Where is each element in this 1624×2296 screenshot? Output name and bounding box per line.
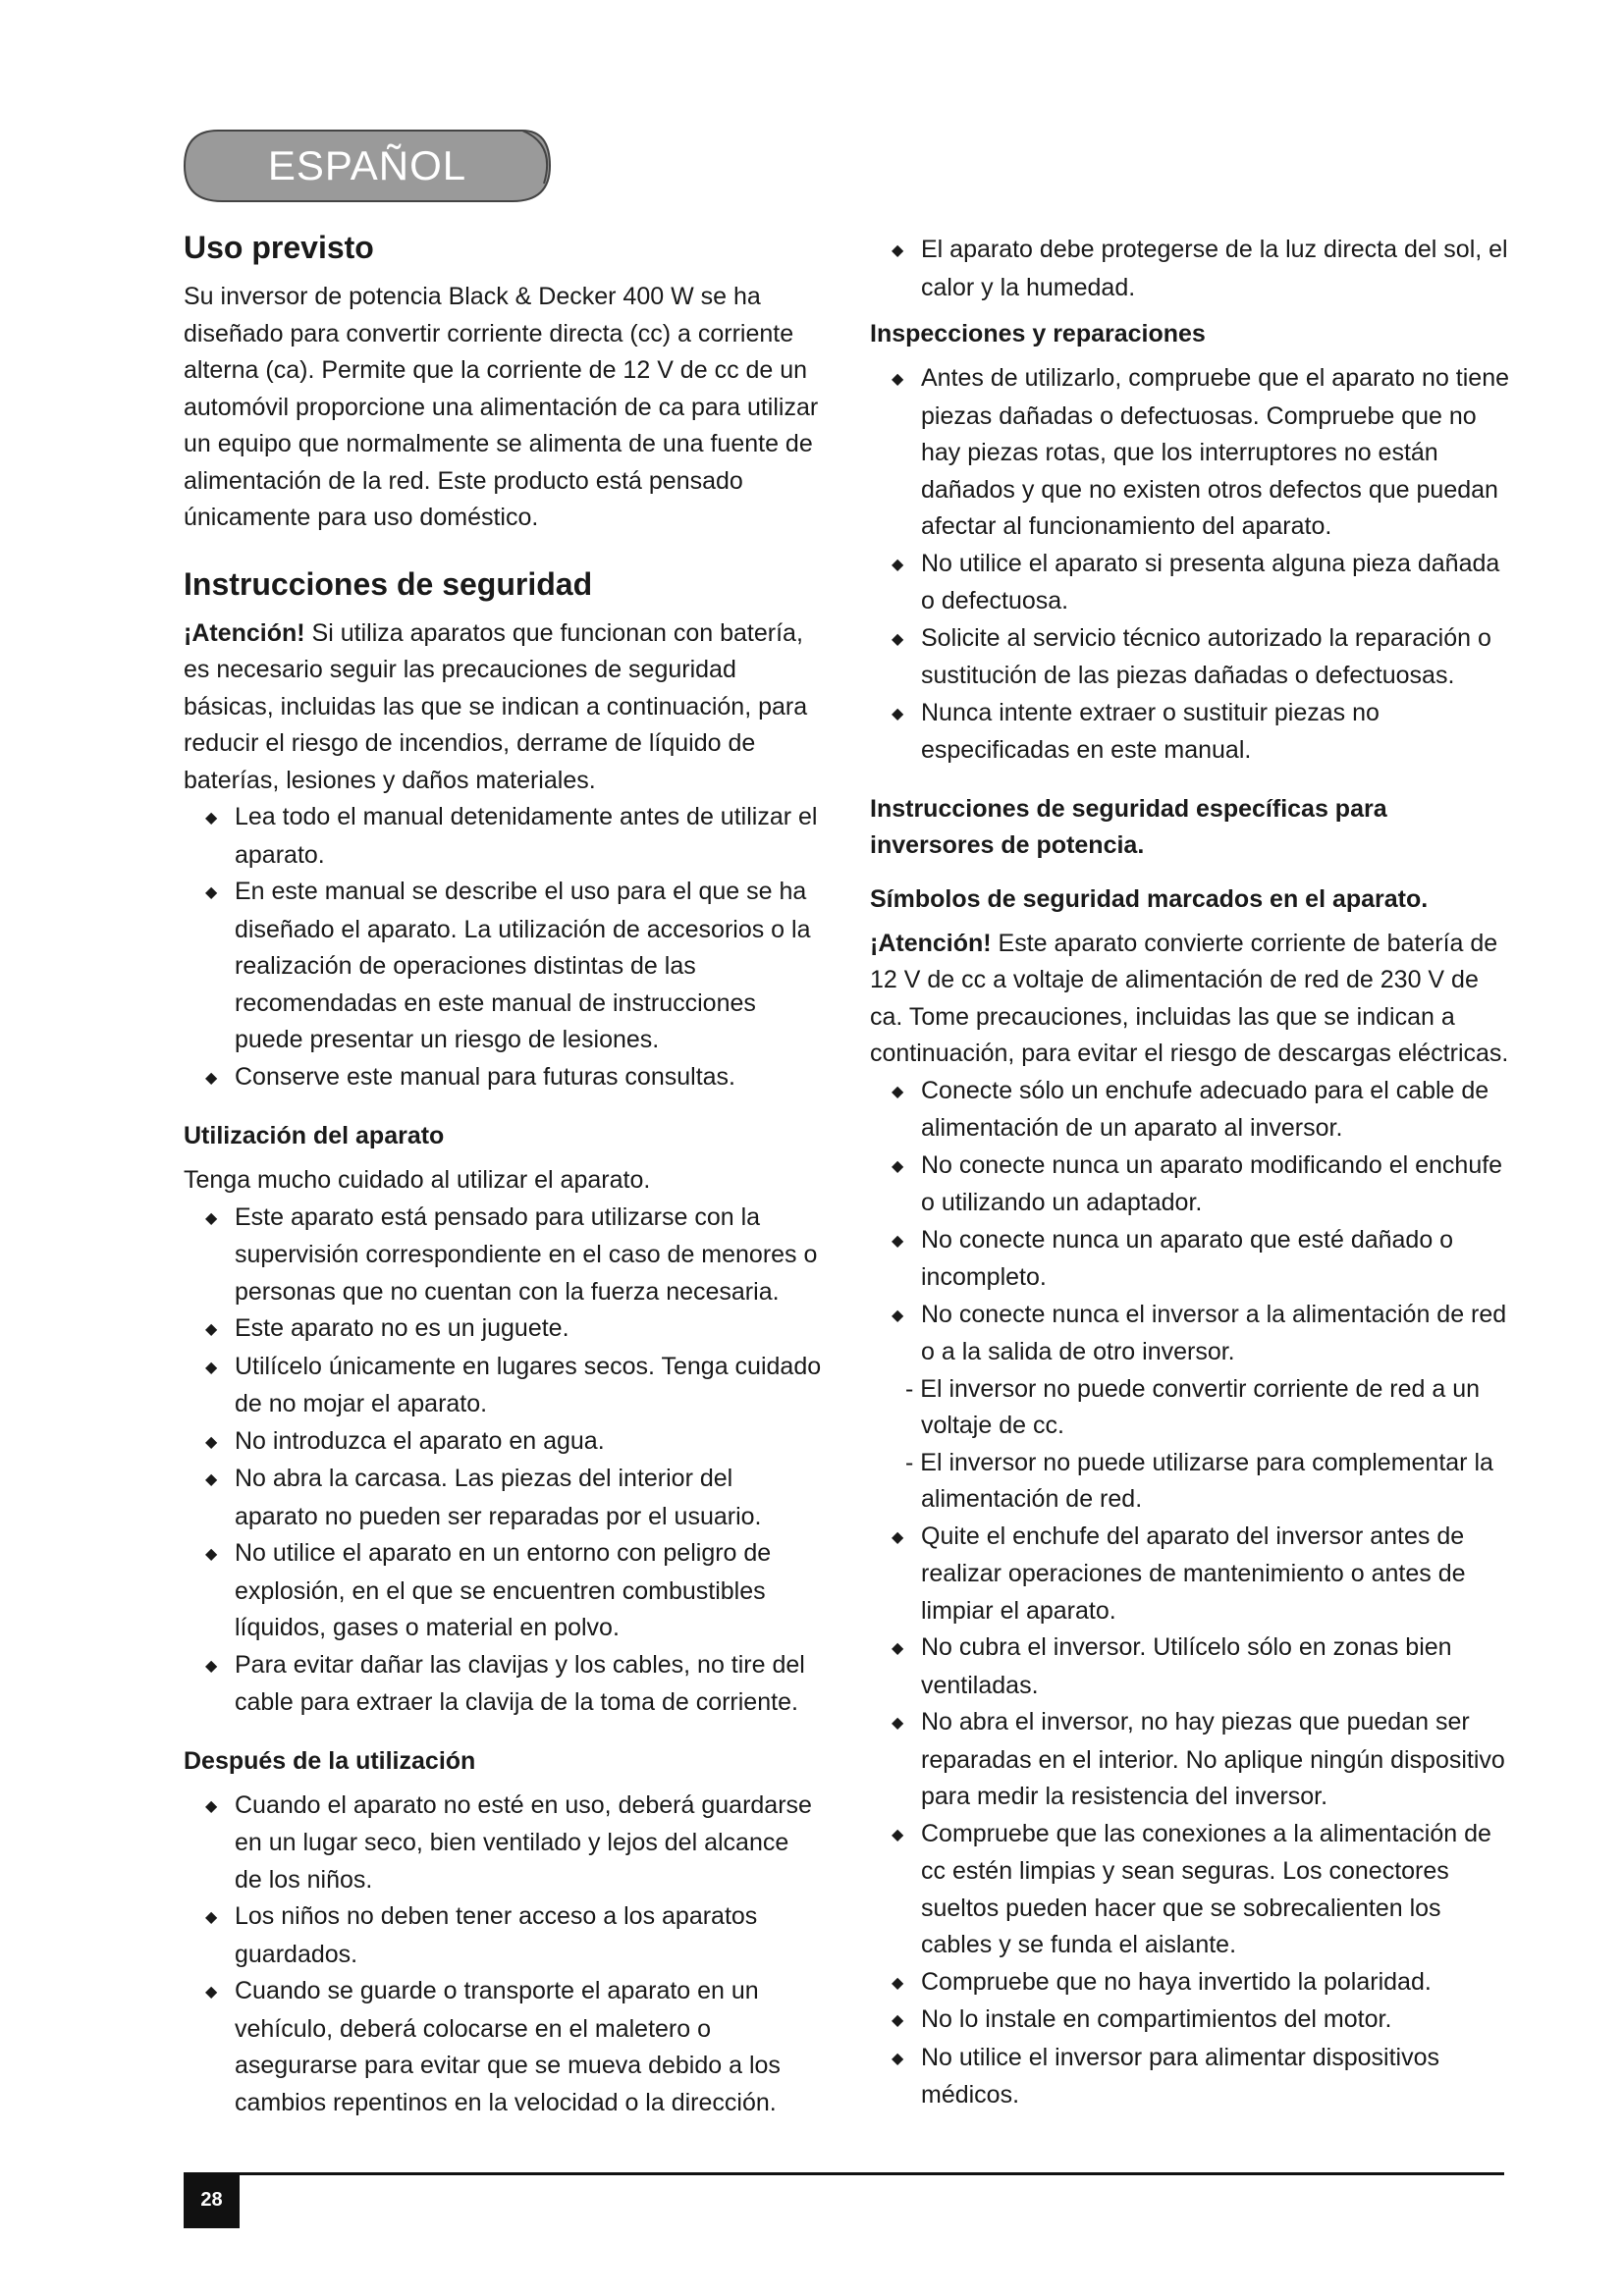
list-item: ◆ No lo instale en compartimientos del motor. xyxy=(870,2002,1513,2040)
list-item: ◆ No utilice el aparato en un entorno con peligro de explosión, en el que se encuentren combustibles líquidos, gases o material en polvo. xyxy=(184,1535,822,1647)
diamond-bullet-icon: ◆ xyxy=(892,1232,904,1250)
top-list xyxy=(870,232,1513,306)
diamond-bullet-icon: ◆ xyxy=(892,1826,904,1843)
diamond-bullet-icon: ◆ xyxy=(205,1984,218,2001)
footer-rule xyxy=(184,2172,1504,2175)
list-item: ◆ No conecte nunca un aparato modificando el enchufe o utilizando un adaptador. xyxy=(870,1148,1513,1222)
list-item: ◆ Quite el enchufe del aparato del inversor antes de realizar operaciones de mantenimiento o antes de limpiar el aparato. xyxy=(870,1519,1513,1630)
list-item: ◆ Cuando se guarde o transporte el aparato en un vehículo, deberá colocarse en el maletero o asegurarse para evitar que se mueva debido a los cambios repentinos en la velocidad o la dirección. xyxy=(184,1973,822,2121)
atencion-label: ¡Atención! xyxy=(870,929,992,957)
diamond-bullet-icon: ◆ xyxy=(892,371,904,388)
page-number: 28 xyxy=(184,2172,240,2228)
seguridad-list xyxy=(184,799,822,1096)
language-badge xyxy=(179,127,556,205)
diamond-bullet-icon: ◆ xyxy=(205,810,218,827)
list-item: ◆ No utilice el inversor para alimentar dispositivos médicos. xyxy=(870,2040,1513,2114)
atencion-paragraph xyxy=(184,615,822,800)
list-item: ◆ Nunca intente extraer o sustituir piezas no especificadas en este manual. xyxy=(870,695,1513,770)
list-item: ◆ Cuando el aparato no esté en uso, deberá guardarse en un lugar seco, bien ventilado y lejos del alcance de los niños. xyxy=(184,1788,822,1899)
list-item: ◆ Este aparato no es un juguete. xyxy=(184,1310,822,1349)
list-item: ◆ Conecte sólo un enchufe adecuado para el cable de alimentación de un aparato al inversor. xyxy=(870,1073,1513,1148)
utilizacion-text: Tenga mucho cuidado al utilizar el aparato. xyxy=(184,1166,651,1194)
diamond-bullet-icon: ◆ xyxy=(892,630,904,648)
especificas-heading: Instrucciones de seguridad específicas para inversores de potencia. xyxy=(870,794,1387,859)
list-item: ◆ No abra el inversor, no hay piezas que puedan ser reparadas en el interior. No aplique ningún dispositivo para medir la resistencia del inversor. xyxy=(870,1704,1513,1816)
list-item: ◆ El aparato debe protegerse de la luz directa del sol, el calor y la humedad. xyxy=(870,232,1513,306)
simbolos-heading: Símbolos de seguridad marcados en el aparato. xyxy=(870,884,1429,913)
list-item: ◆ Solicite al servicio técnico autorizado la reparación o sustitución de las piezas dañadas o defectuosas. xyxy=(870,620,1513,695)
diamond-bullet-icon: ◆ xyxy=(205,1433,218,1451)
diamond-bullet-icon: ◆ xyxy=(892,2050,904,2067)
despues-list xyxy=(184,1788,822,2122)
uso-previsto-text: Su inversor de potencia Black & Decker 400 W se ha diseñado para convertir corriente directa (cc) a corriente alterna (ca). Permite que la corriente de 12 V de cc de un automóvil proporcione una alimentación de ca para utilizar un equipo que normalmente se alimenta de una fuente de alimentación de la red. Este producto está pensado únicamente para uso doméstico. xyxy=(184,283,819,531)
diamond-bullet-icon: ◆ xyxy=(205,1909,218,1926)
atencion-label: ¡Atención! xyxy=(184,618,305,647)
list-item: ◆ No introduzca el aparato en agua. xyxy=(184,1423,822,1462)
simbolos-list xyxy=(870,1073,1513,2114)
diamond-bullet-icon: ◆ xyxy=(892,1974,904,1992)
diamond-bullet-icon: ◆ xyxy=(892,242,904,259)
diamond-bullet-icon: ◆ xyxy=(892,705,904,722)
uso-previsto-heading: Uso previsto xyxy=(184,230,374,265)
list-item: ◆ No utilice el aparato si presenta alguna pieza dañada o defectuosa. xyxy=(870,546,1513,620)
left-column xyxy=(184,228,822,2121)
list-item: ◆ Compruebe que las conexiones a la alimentación de cc estén limpias y sean seguras. Los conectores sueltos pueden hacer que se sobrecalienten los cables y se funda el aislante. xyxy=(870,1816,1513,1964)
list-item: ◆ Este aparato está pensado para utilizarse con la supervisión correspondiente en el caso de menores o personas que no cuentan con la fuerza necesaria. xyxy=(184,1200,822,1311)
list-item: ◆ Compruebe que no haya invertido la polaridad. xyxy=(870,1964,1513,2002)
list-item: ◆ No conecte nunca el inversor a la alimentación de red o a la salida de otro inversor. xyxy=(870,1297,1513,1371)
diamond-bullet-icon: ◆ xyxy=(205,1359,218,1376)
despues-heading: Después de la utilización xyxy=(184,1746,476,1775)
language-label: ESPAÑOL xyxy=(267,142,467,188)
diamond-bullet-icon: ◆ xyxy=(205,884,218,901)
utilizacion-list xyxy=(184,1200,822,1722)
diamond-bullet-icon: ◆ xyxy=(205,1069,218,1087)
simbolos-atencion-paragraph xyxy=(870,926,1513,1073)
right-column xyxy=(870,232,1513,2114)
inspecciones-heading: Inspecciones y reparaciones xyxy=(870,320,1206,347)
list-item: ◆ Los niños no deben tener acceso a los aparatos guardados. xyxy=(184,1898,822,1973)
sub-item: - El inversor no puede utilizarse para complementar la alimentación de red. xyxy=(905,1448,1493,1513)
atencion-text: Este aparato convierte corriente de batería de 12 V de cc a voltaje de alimentación de red de 230 V de ca. Tome precauciones, incluidas las que se indican a continuación, para evitar el riesgo de descargas eléctricas. xyxy=(870,929,1509,1067)
instrucciones-seguridad-heading: Instrucciones de seguridad xyxy=(184,565,593,602)
diamond-bullet-icon: ◆ xyxy=(205,1546,218,1563)
diamond-bullet-icon: ◆ xyxy=(205,1209,218,1227)
list-item: ◆ Conserve este manual para futuras consultas. xyxy=(184,1059,822,1097)
diamond-bullet-icon: ◆ xyxy=(892,1715,904,1732)
sub-item: - El inversor no puede convertir corriente de red a un voltaje de cc. xyxy=(905,1374,1481,1439)
list-item: ◆ Lea todo el manual detenidamente antes de utilizar el aparato. xyxy=(184,799,822,874)
list-item: ◆ Utilícelo únicamente en lugares secos. Tenga cuidado de no mojar el aparato. xyxy=(184,1349,822,1423)
inspecciones-list xyxy=(870,360,1513,770)
utilizacion-heading: Utilización del aparato xyxy=(184,1122,445,1149)
diamond-bullet-icon: ◆ xyxy=(892,1307,904,1324)
list-item: ◆ En este manual se describe el uso para el que se ha diseñado el aparato. La utilización de accesorios o la realización de operaciones distintas de las recomendadas en este manual de instrucciones puede presentar un riesgo de lesiones. xyxy=(184,874,822,1059)
atencion-text: Si utiliza aparatos que funcionan con batería, es necesario seguir las precauciones de seguridad básicas, incluidas las que se indican a continuación, para reducir el riesgo de incendios, derrame de líquido de baterías, lesiones y daños materiales. xyxy=(184,618,808,794)
diamond-bullet-icon: ◆ xyxy=(892,1528,904,1546)
diamond-bullet-icon: ◆ xyxy=(892,2012,904,2029)
diamond-bullet-icon: ◆ xyxy=(205,1657,218,1675)
list-item: ◆ No abra la carcasa. Las piezas del interior del aparato no pueden ser reparadas por el usuario. xyxy=(184,1461,822,1535)
diamond-bullet-icon: ◆ xyxy=(205,1321,218,1338)
list-item: ◆ No conecte nunca un aparato que esté dañado o incompleto. xyxy=(870,1222,1513,1297)
list-item: ◆ Antes de utilizarlo, compruebe que el aparato no tiene piezas dañadas o defectuosas. Compruebe que no hay piezas rotas, que los interruptores no están dañados y que no existen otros defectos que puedan afectar al funcionamiento del aparato. xyxy=(870,360,1513,546)
diamond-bullet-icon: ◆ xyxy=(892,1157,904,1175)
diamond-bullet-icon: ◆ xyxy=(892,1083,904,1100)
diamond-bullet-icon: ◆ xyxy=(892,556,904,573)
list-item: ◆ Para evitar dañar las clavijas y los cables, no tire del cable para extraer la clavija de la toma de corriente. xyxy=(184,1647,822,1722)
diamond-bullet-icon: ◆ xyxy=(205,1471,218,1488)
diamond-bullet-icon: ◆ xyxy=(892,1640,904,1657)
diamond-bullet-icon: ◆ xyxy=(205,1797,218,1815)
list-item: ◆ No cubra el inversor. Utilícelo sólo en zonas bien ventiladas. xyxy=(870,1629,1513,1704)
